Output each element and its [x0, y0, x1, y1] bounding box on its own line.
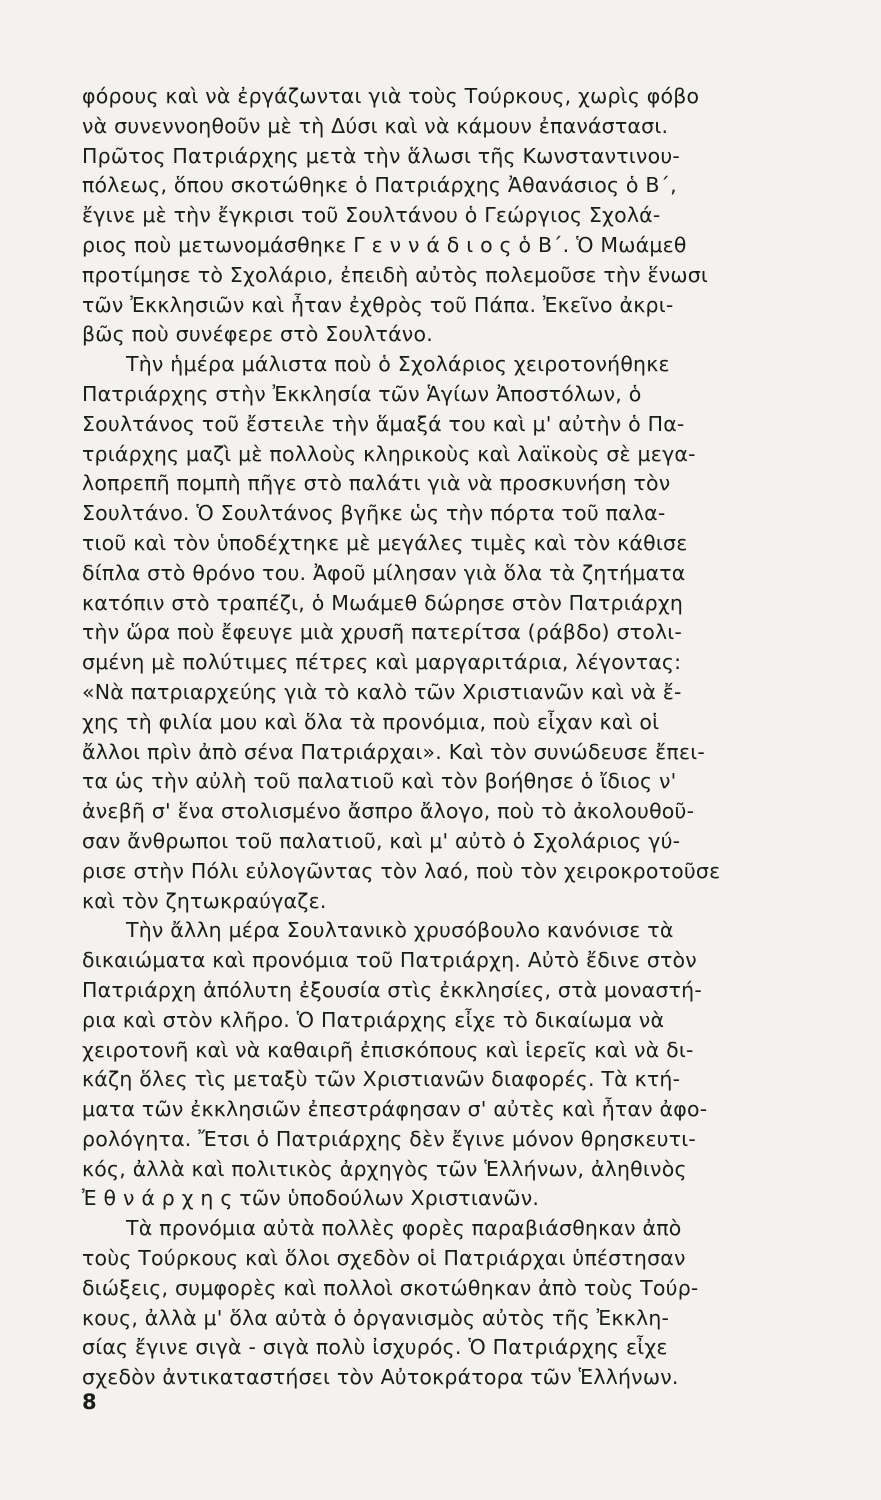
text-line: ρολόγητα. Ἔτσι ὁ Πατριάρχης δὲν ἔγινε μόνον θρησκευτι- [82, 1126, 697, 1151]
text-line: τιοῦ καὶ τὸν ὑποδέχτηκε μὲ μεγάλες τιμὲς καὶ τὸν κάθισε [82, 530, 688, 555]
text-line: δικαιώματα καὶ προνόμια τοῦ Πατριάρχη. Αὐτὸ ἔδινε στὸν [82, 948, 697, 973]
text-line: σχεδὸν ἀντικαταστήσει τὸν Αὐτοκράτορα τῶν Ἑλλήνων. [82, 1365, 679, 1390]
text-line: Ἐ θ ν ά ρ χ η ς τῶν ὑποδούλων Χριστιανῶν. [82, 1186, 540, 1211]
text-line: φόρους καὶ νὰ ἐργάζωνται γιὰ τοὺς Τούρκους, χωρὶς φόβο [82, 84, 700, 108]
text-line: τὴν ὥρα ποὺ ἔφευγε μιὰ χρυσῆ πατερίτσα (ράβδο) στολι- [82, 620, 683, 645]
text-line: λοπρεπῆ πομπὴ πῆγε στὸ παλάτι γιὰ νὰ προσκυνήση τὸν [82, 471, 671, 496]
text-line: κάζη ὅλες τὶς μεταξὺ τῶν Χριστιανῶν διαφορές. Τὰ κτή- [82, 1067, 681, 1092]
text-line: κός, ἀλλὰ καὶ πολιτικὸς ἀρχηγὸς τῶν Ἑλλήνων, ἀληθινὸς [82, 1156, 687, 1181]
text-line: πόλεως, ὅπου σκοτώθηκε ὁ Πατριάρχης Ἀθανάσιος ὁ Β΄, [82, 173, 677, 198]
text-line: χης τὴ φιλία μου καὶ ὅλα τὰ προνόμια, ποὺ εἶχαν καὶ οἱ [82, 709, 660, 734]
text-line: ριος ποὺ μετωνομάσθηκε Γ ε ν ν ά δ ι ο ς ὁ Β΄. Ὁ Μωάμεθ [82, 232, 687, 257]
text-line: ἀνεβῆ σ' ἕνα στολισμένο ἄσπρο ἄλογο, ποὺ τὸ ἀκολουθοῦ- [82, 799, 695, 824]
text-line: ρια καὶ στὸν κλῆρο. Ὁ Πατριάρχης εἶχε τὸ δικαίωμα νὰ [82, 1007, 665, 1032]
text-line: Τὴν ἡμέρα μάλιστα ποὺ ὁ Σχολάριος χειροτονήθηκε [126, 352, 670, 377]
text-line: σίας ἔγινε σιγὰ - σιγὰ πολὺ ἰσχυρός. Ὁ Πατριάρχης εἶχε [82, 1335, 668, 1360]
text-line: Σουλτάνο. Ὁ Σουλτάνος βγῆκε ὡς τὴν πόρτα τοῦ παλα- [82, 501, 666, 526]
text-line: Πατριάρχης στὴν Ἐκκλησία τῶν Ἁγίων Ἀποστόλων, ὁ [82, 381, 642, 406]
text-line: ἔγινε μὲ τὴν ἔγκρισι τοῦ Σουλτάνου ὁ Γεώργιος Σχολά- [82, 203, 661, 228]
text-line: σμένη μὲ πολύτιμες πέτρες καὶ μαργαριτάρια, λέγοντας: [82, 650, 682, 675]
text-line: ἄλλοι πρὶν ἀπὸ σένα Πατριάρχαι». Καὶ τὸν συνώδευσε ἔπει- [82, 739, 705, 764]
text-line: Σουλτάνος τοῦ ἔστειλε τὴν ἅμαξά του καὶ μ' αὐτὴν ὁ Πα- [82, 411, 685, 436]
body-text [82, 82, 822, 1393]
text-line: Τὰ προνόμια αὐτὰ πολλὲς φορὲς παραβιάσθηκαν ἀπὸ [126, 1216, 682, 1241]
text-line: «Νὰ πατριαρχεύης γιὰ τὸ καλὸ τῶν Χριστιανῶν καὶ νὰ ἔ- [82, 679, 682, 704]
text-line: δίπλα στὸ θρόνο του. Ἀφοῦ μίλησαν γιὰ ὅλα τὰ ζητήματα [82, 560, 686, 585]
text-line: νὰ συνεννοηθοῦν μὲ τὴ Δύσι καὶ νὰ κάμουν ἐπανάστασι. [82, 113, 669, 138]
text-line: ματα τῶν ἐκκλησιῶν ἐπεστράφησαν σ' αὐτὲς καὶ ἦταν ἀφο- [82, 1097, 708, 1122]
text-line: προτίμησε τὸ Σχολάριο, ἐπειδὴ αὐτὸς πολεμοῦσε τὴν ἕνωσι [82, 262, 709, 287]
text-line: τῶν Ἐκκλησιῶν καὶ ἦταν ἐχθρὸς τοῦ Πάπα. Ἐκεῖνο ἀκρι- [82, 292, 674, 317]
text-line: Τὴν ἄλλη μέρα Σουλτανικὸ χρυσόβουλο κανόνισε τὰ [126, 918, 674, 943]
text-line: Πρῶτος Πατριάρχης μετὰ τὴν ἅλωσι τῆς Κωνσταντινου- [82, 143, 680, 168]
text-line: ρισε στὴν Πόλι εὐλογῶντας τὸν λαό, ποὺ τὸν χειροκροτοῦσε [82, 858, 721, 883]
text-line: βῶς ποὺ συνέφερε στὸ Σουλτάνο. [82, 322, 433, 347]
text-line: τριάρχης μαζὶ μὲ πολλοὺς κληρικοὺς καὶ λαϊκοὺς σὲ μεγα- [82, 441, 696, 466]
text-line: τα ὡς τὴν αὐλὴ τοῦ παλατιοῦ καὶ τὸν βοήθησε ὁ ἴδιος ν' [82, 769, 677, 794]
text-line: κατόπιν στὸ τραπέζι, ὁ Μωάμεθ δώρησε στὸν Πατριάρχη [82, 590, 684, 615]
text-line: διώξεις, συμφορὲς καὶ πολλοὶ σκοτώθηκαν ἀπὸ τοὺς Τούρ- [82, 1275, 699, 1300]
text-line: Πατριάρχη ἀπόλυτη ἐξουσία στὶς ἐκκλησίες, στὰ μοναστή- [82, 977, 702, 1002]
text-line: κους, ἀλλὰ μ' ὅλα αὐτὰ ὁ ὀργανισμὸς αὐτὸς τῆς Ἐκκλη- [82, 1305, 670, 1330]
text-line: καὶ τὸν ζητωκραύγαζε. [82, 888, 327, 913]
page-number: 8 [82, 1390, 97, 1414]
text-line: χειροτονῆ καὶ νὰ καθαιρῆ ἐπισκόπους καὶ ἱερεῖς καὶ νὰ δι- [82, 1037, 694, 1062]
text-line: τοὺς Τούρκους καὶ ὅλοι σχεδὸν οἱ Πατριάρχαι ὑπέστησαν [82, 1246, 686, 1271]
text-line: σαν ἄνθρωποι τοῦ παλατιοῦ, καὶ μ' αὐτὸ ὁ Σχολάριος γύ- [82, 828, 681, 853]
